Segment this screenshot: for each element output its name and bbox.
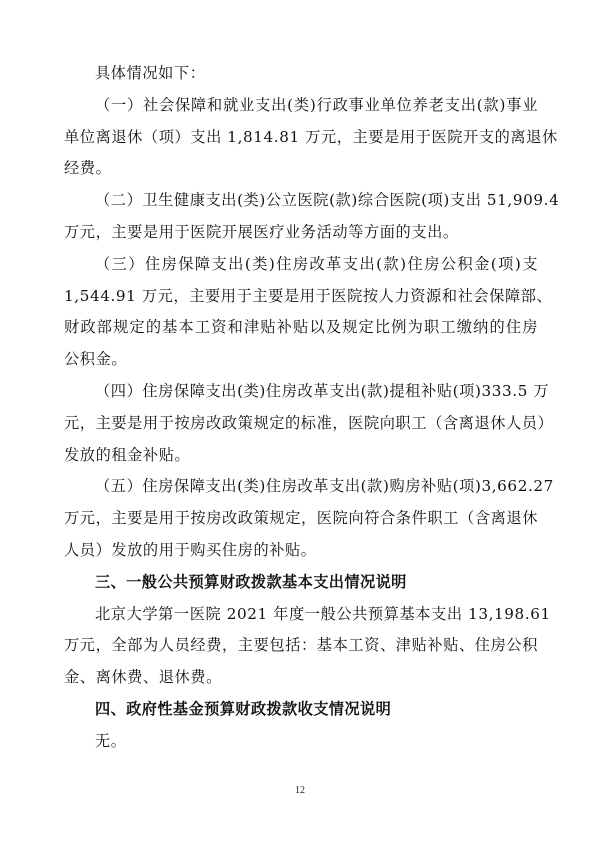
item-1-line-2: 单位离退休（项）支出 1,814.81 万元，主要是用于医院开支的离退休 [64, 127, 558, 146]
item-4-line-1: （四）住房保障支出(类)住房改革支出(款)提租补贴(项)333.5 万 [95, 381, 550, 400]
section-4-heading: 四、政府性基金预算财政拨款收支情况说明 [95, 699, 392, 718]
section-3-line-1: 北京大学第一医院 2021 年度一般公共预算基本支出 13,198.61 [95, 604, 551, 623]
item-3-line-4: 公积金。 [64, 350, 128, 369]
page-number: 12 [295, 785, 305, 796]
item-1-line-3: 经费。 [64, 159, 112, 178]
item-5-line-2: 万元，主要是用于按房改政策规定，医院向符合条件职工（含离退休 [64, 509, 538, 528]
item-2-line-1: （二）卫生健康支出(类)公立医院(款)综合医院(项)支出 51,909.4 [95, 191, 560, 210]
section-3-line-3: 金、离休费、退休费。 [64, 668, 222, 687]
item-3-line-3: 财政部规定的基本工资和津贴补贴以及规定比例为职工缴纳的住房 [64, 318, 538, 337]
item-4-line-3: 发放的租金补贴。 [64, 445, 191, 464]
section-4-line-1: 无。 [95, 731, 127, 750]
item-1-line-1: （一）社会保障和就业支出(类)行政事业单位养老支出(款)事业 [95, 95, 538, 114]
section-3-line-2: 万元，全部为人员经费，主要包括：基本工资、津贴补贴、住房公积 [64, 636, 538, 655]
item-3-line-2: 1,544.91 万元，主要用于主要是用于医院按人力资源和社会保障部、 [64, 286, 553, 305]
item-2-line-2: 万元，主要是用于医院开展医疗业务活动等方面的支出。 [64, 222, 459, 241]
intro-line: 具体情况如下： [95, 64, 206, 82]
section-3-heading: 三、一般公共预算财政拨款基本支出情况说明 [95, 572, 407, 591]
item-5-line-3: 人员）发放的用于购买住房的补贴。 [64, 540, 317, 559]
item-3-line-1: （三）住房保障支出(类)住房改革支出(款)住房公积金(项)支 [95, 254, 538, 273]
item-4-line-2: 元，主要是用于按房改政策规定的标准，医院向职工（含离退休人员） [64, 413, 554, 432]
item-5-line-1: （五）住房保障支出(类)住房改革支出(款)购房补贴(项)3,662.27 [95, 477, 554, 496]
document-body [64, 58, 560, 758]
